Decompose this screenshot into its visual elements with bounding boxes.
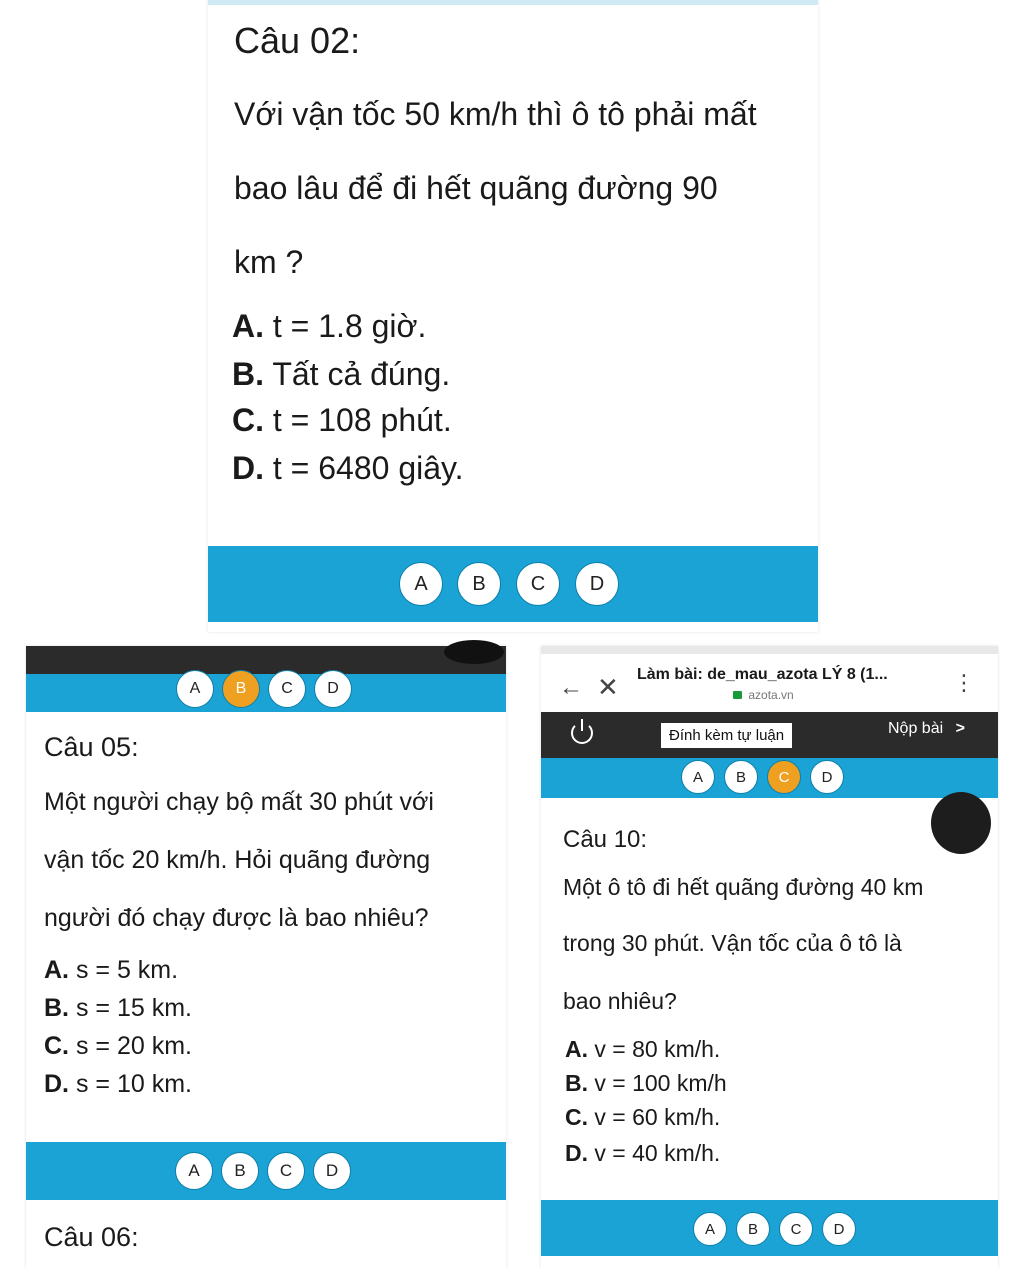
- answer-button-b[interactable]: B: [221, 1152, 259, 1190]
- url-text: azota.vn: [748, 688, 794, 702]
- next-question-title: Câu 06:: [44, 1222, 139, 1252]
- answer-bar: [26, 1142, 506, 1200]
- answer-button-d[interactable]: D: [314, 670, 352, 708]
- browser-tab-title: Làm bài: de_mau_azota LÝ 8 (1...: [637, 666, 888, 683]
- option-letter: A.: [565, 1036, 588, 1062]
- option-text: Tất cả đúng.: [272, 356, 451, 392]
- submit-label: Nộp bài: [888, 720, 944, 737]
- question-text-line: trong 30 phút. Vận tốc của ô tô là: [563, 930, 902, 956]
- option-c: [565, 1104, 720, 1131]
- option-b: [232, 356, 450, 393]
- option-letter: B.: [565, 1070, 588, 1096]
- answer-button-d[interactable]: D: [822, 1212, 856, 1246]
- answer-button-b[interactable]: B: [736, 1212, 770, 1246]
- answer-button-c[interactable]: C: [268, 670, 306, 708]
- option-b: [44, 994, 192, 1023]
- question-text-line: Với vận tốc 50 km/h thì ô tô phải mất: [234, 96, 757, 132]
- option-a: [565, 1036, 720, 1063]
- question-text-line: bao nhiêu?: [563, 988, 677, 1014]
- question-title: Câu 10:: [563, 826, 648, 853]
- option-text: v = 60 km/h.: [594, 1104, 721, 1130]
- avatar: [444, 640, 504, 664]
- option-letter: C.: [565, 1104, 588, 1130]
- answer-button-b[interactable]: B: [457, 562, 501, 606]
- answer-button-c[interactable]: C: [516, 562, 560, 606]
- power-icon-stem: [581, 719, 583, 731]
- answer-button-a[interactable]: A: [176, 670, 214, 708]
- option-letter: C.: [232, 402, 264, 438]
- option-b: [565, 1070, 727, 1097]
- option-letter: C.: [44, 1032, 69, 1060]
- option-d: [565, 1140, 720, 1167]
- option-a: [232, 308, 426, 345]
- option-letter: D.: [565, 1140, 588, 1166]
- question-05-panel: [26, 646, 506, 1269]
- answer-button-c[interactable]: C: [267, 1152, 305, 1190]
- option-text: s = 10 km.: [75, 1070, 192, 1098]
- top-accent-line: [208, 0, 818, 5]
- answer-bar-top: [26, 674, 506, 712]
- answer-button-a[interactable]: A: [175, 1152, 213, 1190]
- option-letter: B.: [232, 356, 264, 392]
- option-text: s = 15 km.: [75, 994, 192, 1022]
- answer-button-a[interactable]: A: [693, 1212, 727, 1246]
- option-c: [232, 402, 452, 439]
- option-letter: A.: [44, 956, 69, 984]
- answer-bar-top: [541, 758, 998, 798]
- option-text: t = 1.8 giờ.: [272, 308, 427, 344]
- attach-essay-button[interactable]: Đính kèm tự luận: [661, 723, 792, 748]
- answer-button-c[interactable]: C: [779, 1212, 813, 1246]
- option-d: [232, 450, 464, 487]
- question-text-line: Một người chạy bộ mất 30 phút với: [44, 788, 434, 816]
- url-row: [733, 688, 794, 702]
- option-d: [44, 1070, 192, 1099]
- question-10-panel: [541, 646, 998, 1269]
- back-arrow-icon[interactable]: ←: [559, 674, 583, 701]
- option-text: s = 5 km.: [75, 956, 179, 984]
- avatar: [931, 792, 991, 854]
- answer-button-b[interactable]: B: [724, 760, 758, 794]
- option-letter: D.: [232, 450, 264, 486]
- question-text-line: Một ô tô đi hết quãng đường 40 km: [563, 874, 924, 900]
- question-text-line: bao lâu để đi hết quãng đường 90: [234, 170, 718, 206]
- question-title: Câu 02:: [234, 20, 361, 61]
- answer-bar: [541, 1200, 998, 1256]
- status-bar: [541, 646, 998, 654]
- question-text-line: người đó chạy được là bao nhiêu?: [44, 904, 429, 932]
- app-toolbar: [26, 646, 506, 674]
- option-c: [44, 1032, 192, 1061]
- question-text-line: km ?: [234, 244, 304, 280]
- option-a: [44, 956, 178, 985]
- question-text-line: vận tốc 20 km/h. Hỏi quãng đường: [44, 846, 431, 874]
- option-letter: D.: [44, 1070, 69, 1098]
- chevron-right-icon: >: [955, 720, 965, 737]
- option-text: v = 80 km/h.: [594, 1036, 721, 1062]
- browser-header: [541, 654, 998, 712]
- answer-button-a[interactable]: A: [399, 562, 443, 606]
- question-02-panel: [208, 0, 818, 632]
- option-text: t = 6480 giây.: [272, 450, 464, 486]
- answer-button-d[interactable]: D: [313, 1152, 351, 1190]
- answer-bar: [208, 546, 818, 622]
- lock-icon: [733, 691, 742, 699]
- answer-button-b[interactable]: B: [222, 670, 260, 708]
- answer-button-d[interactable]: D: [575, 562, 619, 606]
- option-text: v = 40 km/h.: [594, 1140, 721, 1166]
- option-text: v = 100 km/h: [594, 1070, 727, 1096]
- question-title: Câu 05:: [44, 732, 139, 762]
- more-menu-icon[interactable]: ⋮: [953, 670, 975, 695]
- app-toolbar: [541, 712, 998, 758]
- answer-button-a[interactable]: A: [681, 760, 715, 794]
- close-icon[interactable]: ✕: [597, 672, 619, 702]
- option-text: t = 108 phút.: [272, 402, 452, 438]
- option-text: s = 20 km.: [75, 1032, 192, 1060]
- submit-button[interactable]: [888, 720, 965, 738]
- answer-button-c[interactable]: C: [767, 760, 801, 794]
- option-letter: A.: [232, 308, 264, 344]
- option-letter: B.: [44, 994, 69, 1022]
- answer-button-d[interactable]: D: [810, 760, 844, 794]
